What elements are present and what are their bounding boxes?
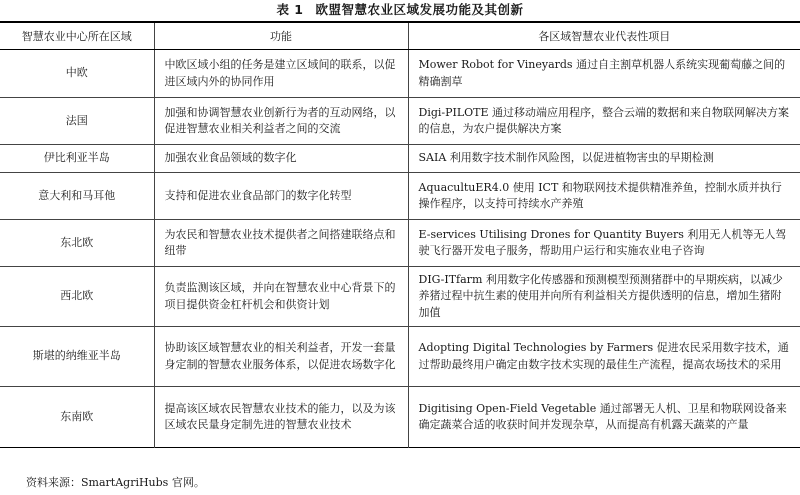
header-region: 智慧农业中心所在区域 <box>0 22 154 50</box>
header-function: 功能 <box>154 22 408 50</box>
project-cell: Digitising Open-Field Vegetable 通过部署无人机、卫星和物联网设备来确定蔬菜合适的收获时间并发现杂草，从而提高有机露天蔬菜的产量 <box>408 387 800 448</box>
table-title: 欧盟智慧农业区域发展功能及其创新 <box>315 2 524 17</box>
project-cell: SAIA 利用数字技术制作风险图，以促进植物害虫的早期检测 <box>408 145 800 173</box>
table-header-row <box>0 22 800 50</box>
regions-table <box>0 21 800 448</box>
project-cell: Digi-PILOTE 通过移动端应用程序，整合云端的数据和来自物联网解决方案的信息，为农户提供解决方案 <box>408 98 800 145</box>
region-cell: 中欧 <box>0 50 154 98</box>
region-cell: 东北欧 <box>0 220 154 267</box>
project-cell: Adopting Digital Technologies by Farmers 促进农民采用数字技术，通过帮助最终用户确定由数字技术实现的最佳生产流程，提高农场技术的采用 <box>408 327 800 387</box>
region-cell: 西北欧 <box>0 267 154 327</box>
function-cell: 加强和协调智慧农业创新行为者的互动网络，以促进智慧农业相关利益者之间的交流 <box>154 98 408 145</box>
function-cell: 支持和促进农业食品部门的数字化转型 <box>154 173 408 220</box>
region-cell: 东南欧 <box>60 409 94 423</box>
table-number: 表 1 <box>276 2 304 17</box>
region-cell: 伊比利亚半岛 <box>0 145 154 173</box>
region-cell: 法国 <box>0 98 154 145</box>
source-note: 资料来源：SmartAgriHubs 官网。 <box>26 476 205 489</box>
table-row <box>0 267 800 327</box>
table-row <box>0 145 800 173</box>
table-row <box>0 387 800 448</box>
function-cell: 为农民和智慧农业技术提供者之间搭建联络点和纽带 <box>154 220 408 267</box>
function-cell: 加强农业食品领域的数字化 <box>154 145 408 173</box>
table-row <box>0 220 800 267</box>
function-cell: 中欧区域小组的任务是建立区域间的联系，以促进区域内外的协同作用 <box>154 50 408 98</box>
table-row <box>0 98 800 145</box>
table-row <box>0 327 800 387</box>
header-project: 各区域智慧农业代表性项目 <box>408 22 800 50</box>
table-row <box>0 50 800 98</box>
project-cell: E-services Utilising Drones for Quantity Buyers 利用无人机等无人驾驶飞行器开发电子服务，帮助用户运行和实施农业电子咨询 <box>408 220 800 267</box>
table-caption <box>0 0 800 20</box>
function-cell: 负责监测该区域，并向在智慧农业中心背景下的项目提供资金杠杆机会和供资计划 <box>154 267 408 327</box>
project-cell: AquacultuER4.0 使用 ICT 和物联网技术提供精准养鱼，控制水质并执行操作程序，以支持可持续水产养殖 <box>408 173 800 220</box>
table-row <box>0 173 800 220</box>
region-cell: 意大利和马耳他 <box>0 173 154 220</box>
project-cell: Mower Robot for Vineyards 通过自主割草机器人系统实现葡萄藤之间的精确割草 <box>408 50 800 98</box>
function-cell: 协助该区域智慧农业的相关利益者，开发一套量身定制的智慧农业服务体系，以促进农场数字化 <box>154 327 408 387</box>
function-cell: 提高该区域农民智慧农业技术的能力，以及为该区域农民量身定制先进的智慧农业技术 <box>154 387 408 448</box>
project-cell: DIG-ITfarm 利用数字化传感器和预测模型预测猪群中的早期疾病，以减少养猪过程中抗生素的使用并向所有利益相关方提供透明的信息，增加生猪附加值 <box>408 267 800 327</box>
region-cell: 斯堪的纳维亚半岛 <box>0 327 154 387</box>
